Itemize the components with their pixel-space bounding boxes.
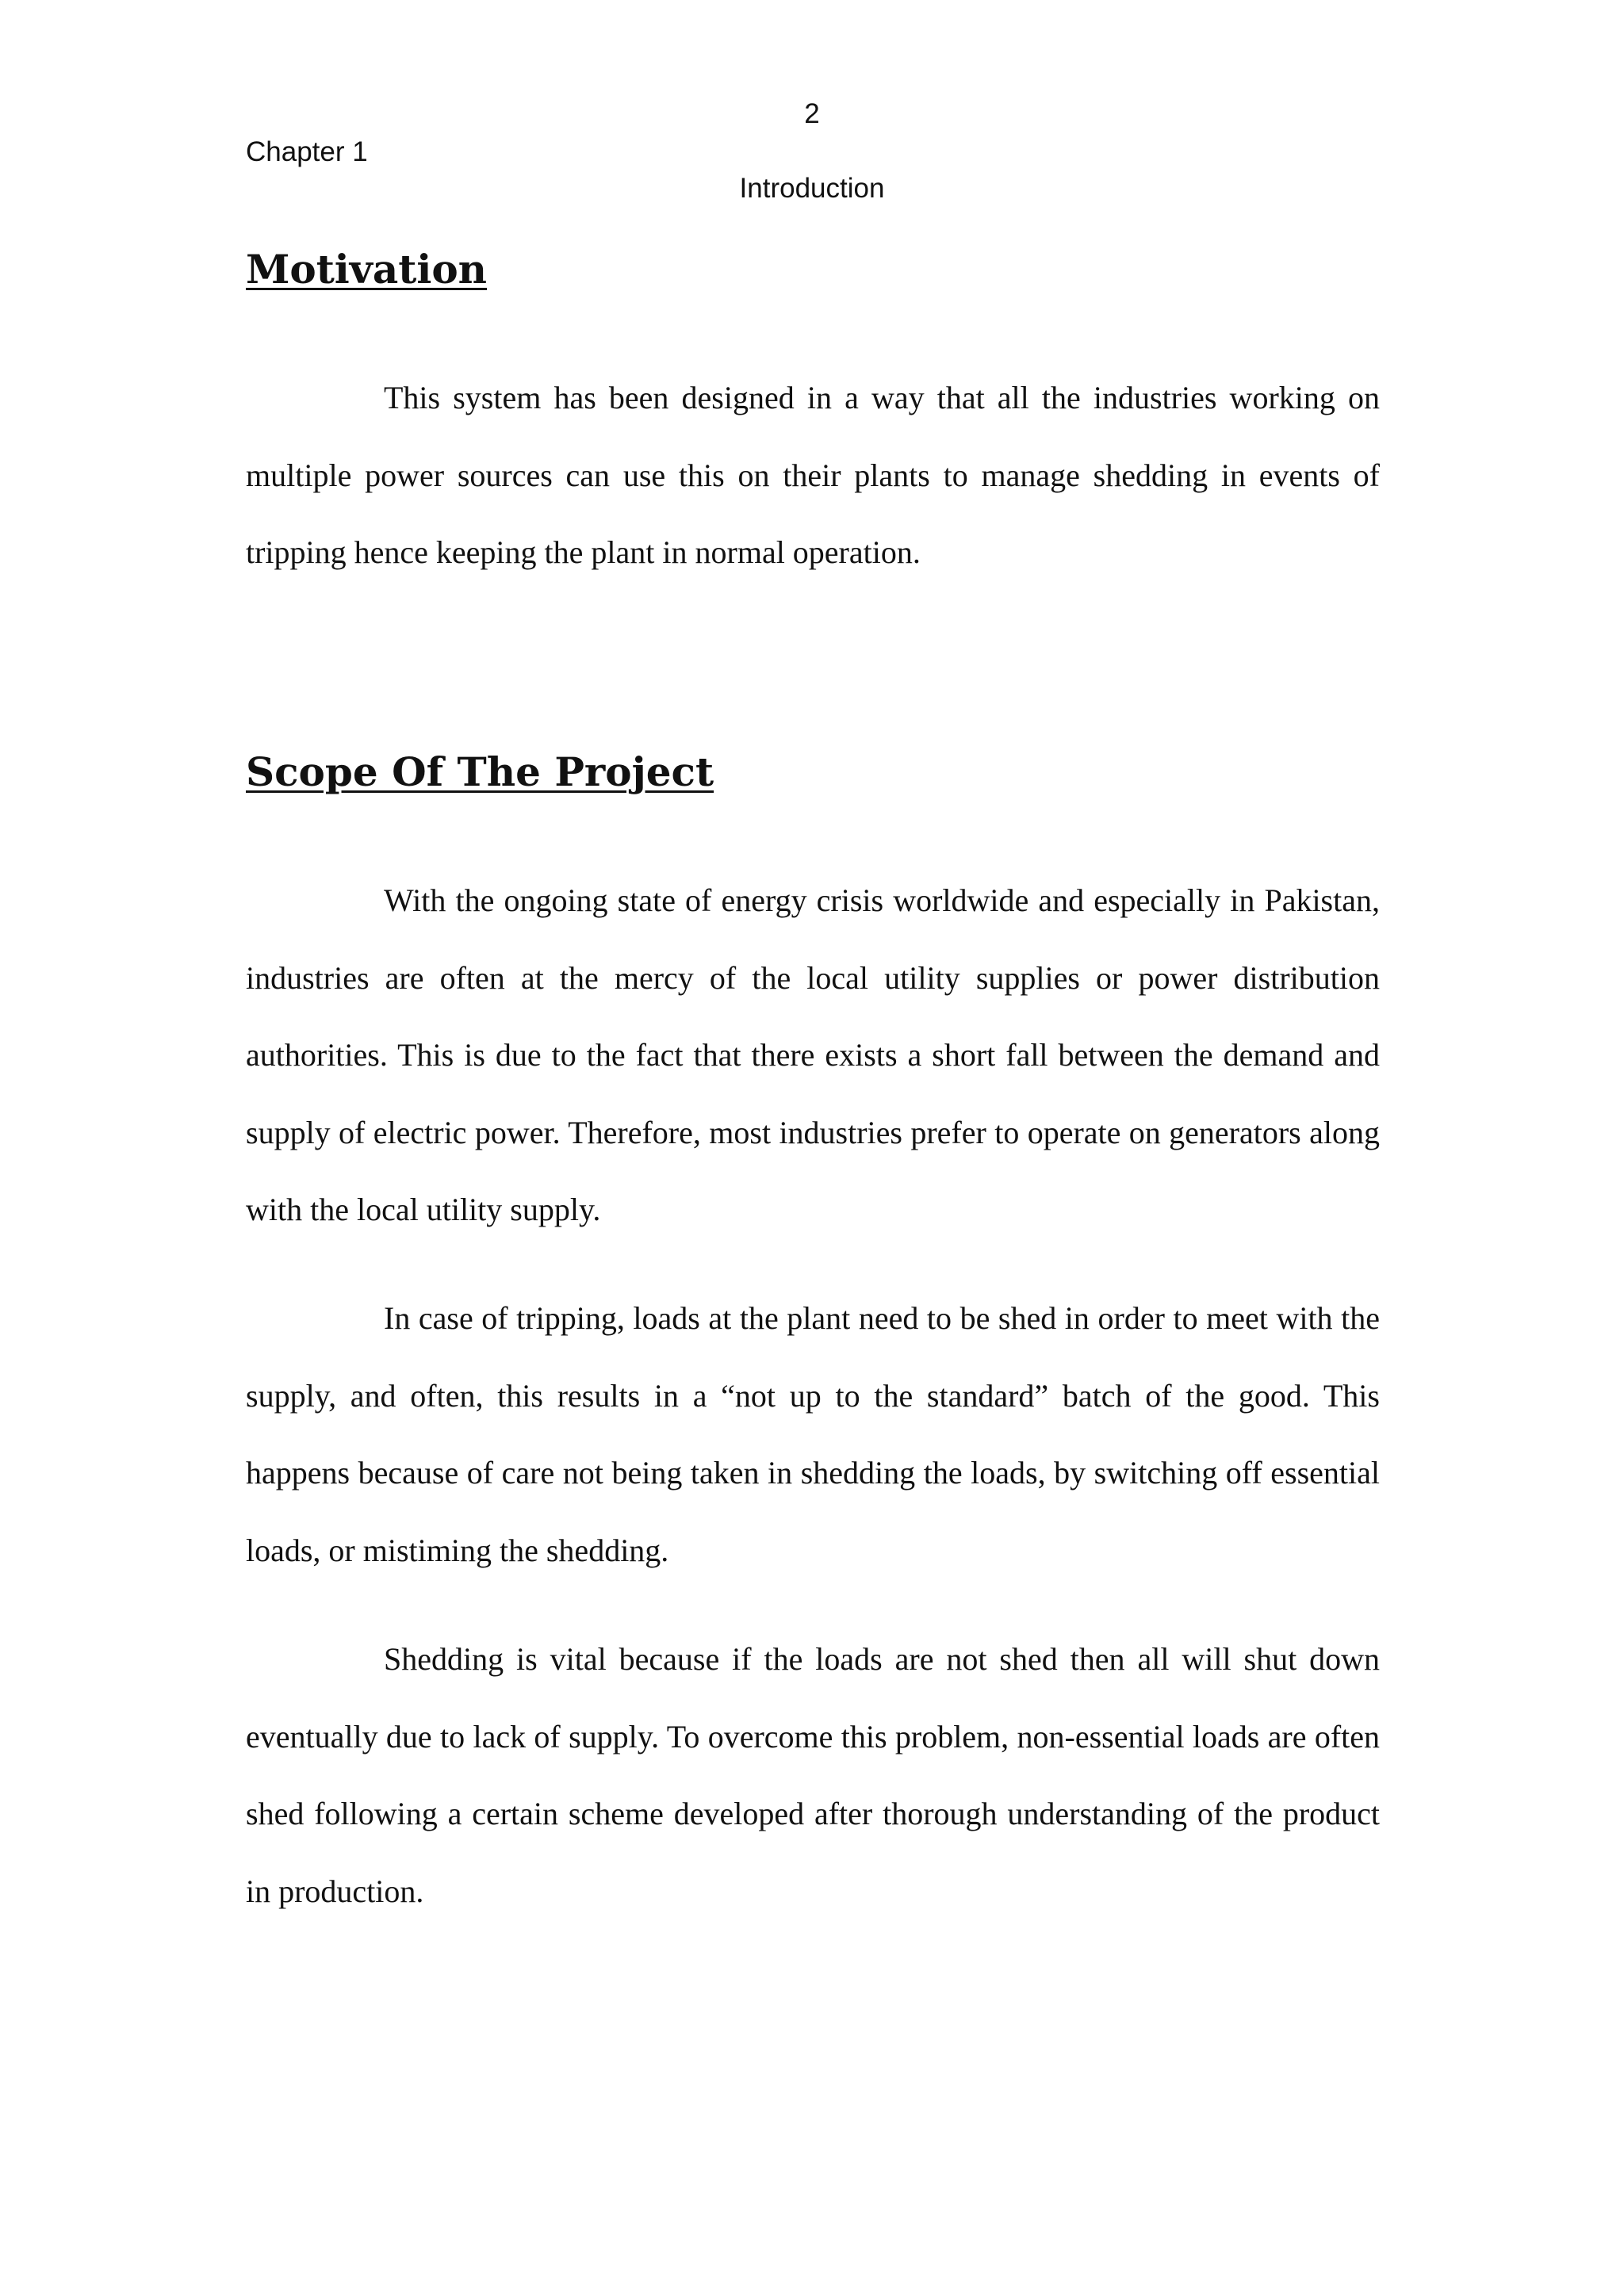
page-number: 2 [804, 98, 820, 129]
scope-paragraph-1: With the ongoing state of energy crisis worldwide and especially in Pakistan, industries are often at the mercy of the local utility supplies or power distribution authorities. This is due to the fact that there exists a short fall between the demand and supply of electric power. Therefore, most industries prefer to operate on generators along with the local utility supply. [246, 882, 1380, 1227]
motivation-heading: Motivation [246, 246, 488, 293]
scope-paragraph-3: Shedding is vital because if the loads are not shed then all will shut down eventually due to lack of supply. To overcome this problem, non-essential loads are often shed following a certain scheme developed after thorough understanding of the product in production. [246, 1641, 1380, 1909]
scope-heading: Scope Of The Project [246, 748, 714, 795]
motivation-paragraph: This system has been designed in a way that all the industries working on multiple power sources can use this on their plants to manage shedding in events of tripping hence keeping the plant in normal operation. [246, 380, 1380, 570]
section-label: Introduction [739, 173, 885, 204]
scope-paragraph-2: In case of tripping, loads at the plant need to be shed in order to meet with the supply, and often, this results in a “not up to the standard” batch of the good. This happens because of care not being taken in shedding the loads, by switching off essential loads, or mistiming the shedding. [246, 1300, 1380, 1568]
chapter-label: Chapter 1 [246, 136, 368, 167]
